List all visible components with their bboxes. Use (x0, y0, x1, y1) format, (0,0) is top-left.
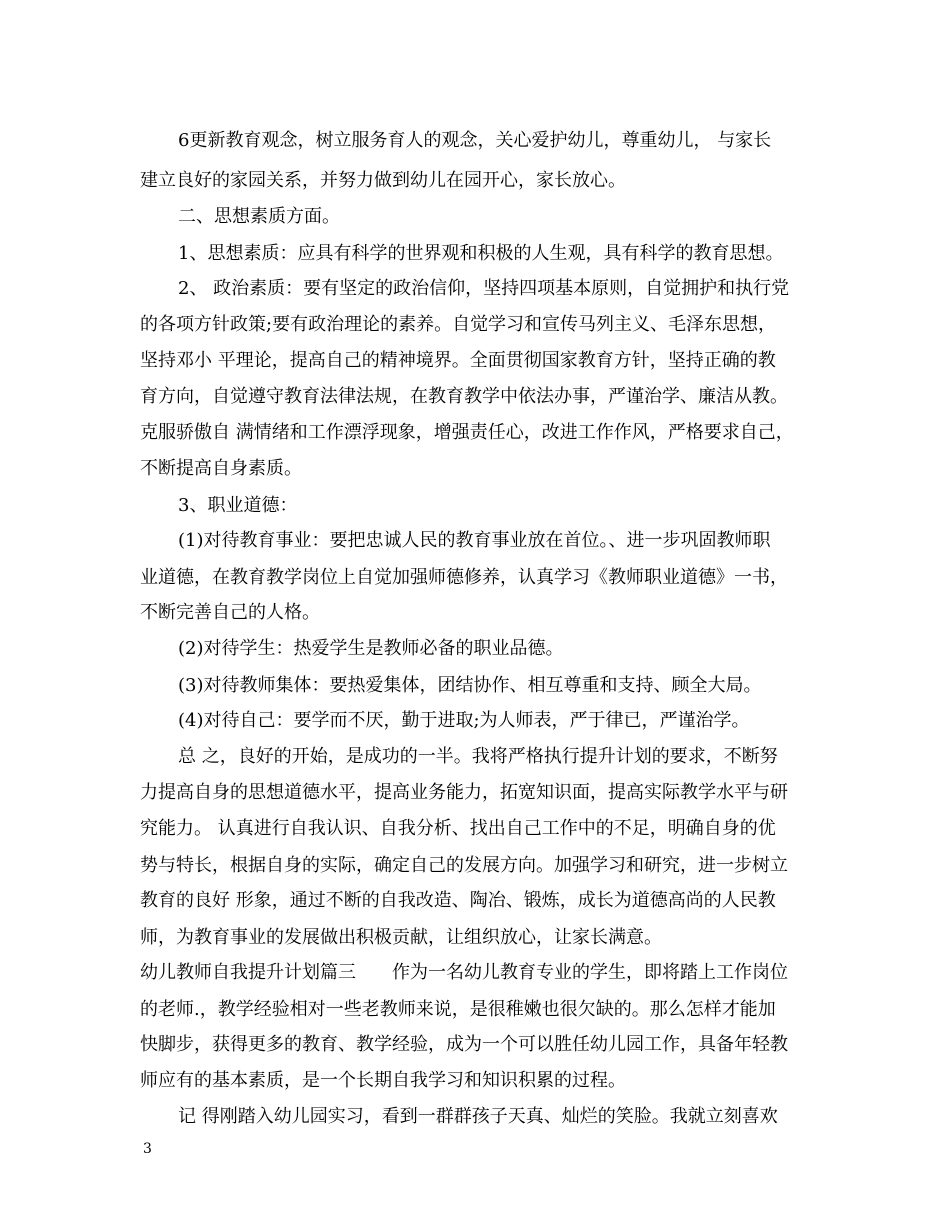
text-line: 育方向，自觉遵守教育法律法规，在教育教学中依法办事，严谨治学、廉洁从教。 (140, 386, 788, 407)
text-line: 二、思想素质方面。 (178, 206, 340, 227)
text-line: 师应有的基本素质，是一个长期自我学习和知识积累的过程。 (140, 1070, 626, 1091)
text-line: 的老师.，教学经验相对一些老教师来说，是很稚嫩也很欠缺的。那么怎样才能加 (140, 999, 776, 1020)
text-line: (3)对待教师集体：要热爱集体，团结协作、相互尊重和支持、顾全大局。 (178, 675, 762, 696)
text-line: 1、思想素质：应具有科学的世界观和积极的人生观，具有科学的教育思想。 (178, 243, 784, 264)
text-line: 总 之，良好的开始，是成功的一半。我将严格执行提升计划的要求，不断努 (178, 746, 778, 767)
text-line: 记 得刚踏入幼儿园实习，看到一群群孩子天真、灿烂的笑脸。我就立刻喜欢 (178, 1106, 778, 1127)
text-line: 快脚步，获得更多的教育、教学经验，成为一个可以胜任幼儿园工作，具备年轻教 (140, 1034, 788, 1055)
text-line: 不断完善自己的人格。 (140, 602, 320, 623)
text-line: 坚持邓小 平理论，提高自己的精神境界。全面贯彻国家教育方针，坚持正确的教 (140, 350, 776, 371)
text-line: 师，为教育事业的发展做出积极贡献，让组织放心，让家长满意。 (140, 927, 662, 948)
text-line: 力提高自身的思想道德水平，提高业务能力，拓宽知识面，提高实际教学水平与研 (140, 782, 788, 803)
text-line: 克服骄傲自 满情绪和工作漂浮现象，增强责任心，改进工作作风，严格要求自己， (140, 422, 794, 443)
text-line: 2、 政治素质：要有坚定的政治信仰，坚持四项基本原则，自觉拥护和执行党 (178, 278, 790, 299)
text-line: 教育的良好 形象，通过不断的自我改造、陶冶、锻炼，成长为道德高尚的人民教 (140, 890, 776, 911)
text-line: (1)对待教育事业：要把忠诚人民的教育事业放在首位。、进一步巩固教师职 (178, 530, 771, 551)
text-line: 究能力。 认真进行自我认识、自我分析、找出自己工作中的不足，明确自身的优 (140, 818, 776, 839)
text-line: (4)对待自己：要学而不厌，勤于进取;为人师表，严于律已，严谨治学。 (178, 710, 750, 731)
text-line: 的各项方针政策;要有政治理论的素养。自觉学习和宣传马列主义、毛泽东思想， (140, 314, 777, 335)
text-line: 3、职业道德： (178, 495, 298, 516)
text-line: (2)对待学生：热爱学生是教师必备的职业品德。 (178, 638, 564, 659)
text-line: 业道德，在教育教学岗位上自觉加强师德修养，认真学习《教师职业道德》一书， (140, 567, 788, 588)
text-line: 建立良好的家园关系，并努力做到幼儿在园开心，家长放心。 (140, 170, 626, 191)
text-line: 不断提高自身素质。 (140, 458, 302, 479)
text-line: 势与特长，根据自身的实际，确定自己的发展方向。加强学习和研究，进一步树立 (140, 855, 788, 876)
text-line: 幼儿教师自我提升计划篇三 作为一名幼儿教育专业的学生，即将踏上工作岗位 (140, 962, 788, 983)
page-number: 3 (143, 1141, 152, 1157)
text-line: 6更新教育观念，树立服务育人的观念，关心爱护幼儿，尊重幼儿， 与家长 (178, 130, 772, 151)
